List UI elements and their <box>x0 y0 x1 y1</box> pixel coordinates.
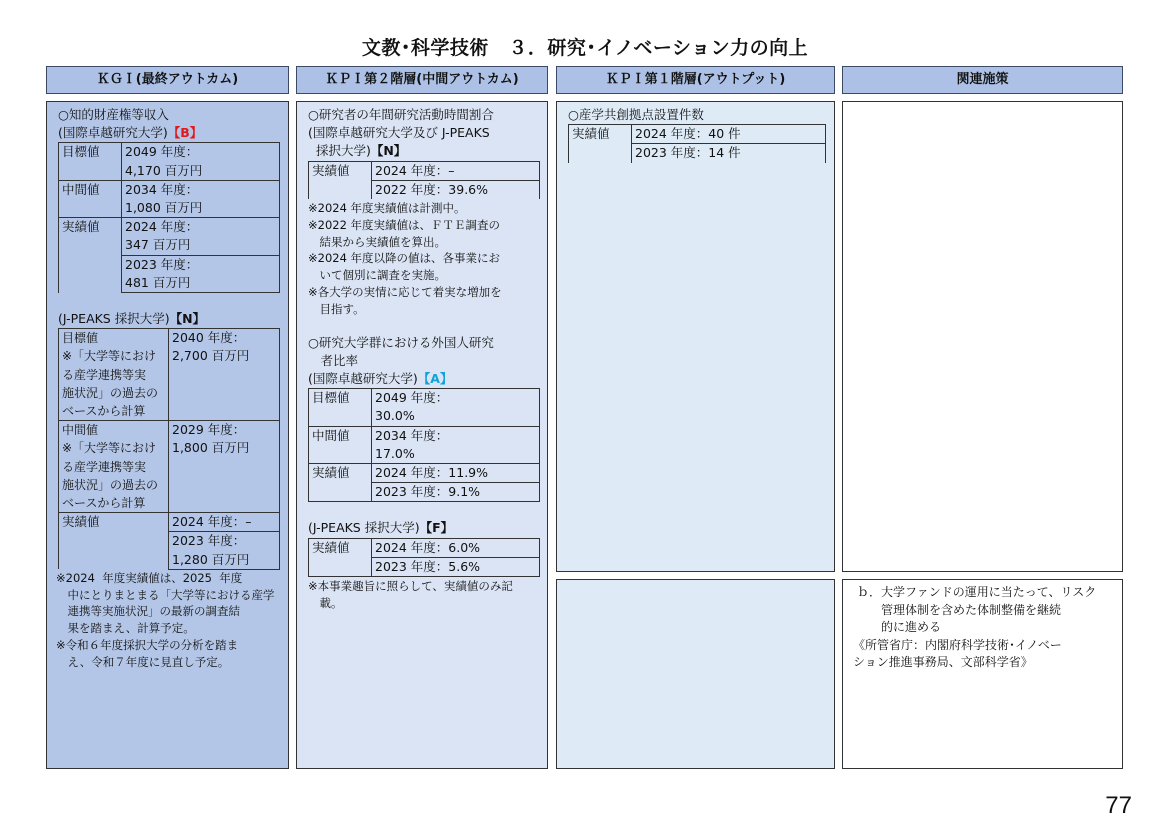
related-panel <box>842 101 1123 572</box>
kpi2-target-group-2: (国際卓越研究大学) <box>308 371 418 386</box>
tag-n: 【N】 <box>370 143 407 159</box>
actual-value-2022: 2022 年度：39.6% <box>372 180 540 199</box>
kpi1-table <box>568 124 826 162</box>
kpi1-heading: ○産学共創拠点設置件数 <box>568 107 704 122</box>
actual-value-2024: 2024 年度：– <box>169 513 280 532</box>
kpi2-target-group: 採択大学) <box>308 143 371 159</box>
kpi2-notes-2: ※本事業趣旨に照らして、実績値のみ記 載。 <box>308 579 513 610</box>
actual-label: 実績値 <box>309 464 372 483</box>
actual-value-2023: 2023 年度：9.1% <box>372 483 540 502</box>
kpi2-panel <box>296 101 548 769</box>
kpi2-heading-2: ○研究大学群における外国人研究 者比率 <box>308 334 494 368</box>
tag-f: 【F】 <box>419 520 454 536</box>
header-kpi1: ＫＰＩ第１階層(アウトプット) <box>556 66 835 94</box>
kpi2-target-group-3: (J-PEAKS 採択大学) <box>308 520 420 536</box>
kpi2-table-2 <box>308 388 540 502</box>
actual-value-2024: 2024 年度：40 件 <box>632 125 826 144</box>
kgi-subheading <box>58 124 288 142</box>
kpi2-subheading: (国際卓越研究大学及び J-PEAKS <box>308 125 490 141</box>
mid-value: 2034 年度： 17.0% <box>372 426 540 463</box>
kgi-table-1 <box>58 142 280 293</box>
mid-value: 2034 年度： 1,080 百万円 <box>122 180 280 217</box>
related-panel-lower <box>842 579 1123 769</box>
mid-label: 中間値 ※「大学等におけ る産学連携等実 施状況」の過去の ベースから計算 <box>59 421 169 513</box>
kpi2-subheading-2 <box>308 370 547 388</box>
actual-value-2023: 2023 年度：5.6% <box>372 557 540 576</box>
header-kgi: ＫＧＩ(最終アウトカム) <box>46 66 289 94</box>
kgi-subheading-2 <box>58 310 288 328</box>
kgi-table-2 <box>58 328 280 570</box>
tag-a: 【A】 <box>417 371 453 386</box>
kgi-note-2: ※令和６年度採択大学の分析を踏ま え、令和７年度に見直し予定。 <box>56 638 239 669</box>
mid-label: 中間値 <box>309 426 372 463</box>
actual-label: 実績値 <box>569 125 632 144</box>
kgi-panel <box>46 101 289 769</box>
kpi2-subheading-3 <box>308 519 547 537</box>
kpi2-subheading-cont <box>308 142 547 160</box>
mid-label: 中間値 <box>59 180 122 217</box>
actual-value-2024: 2024 年度：11.9% <box>372 464 540 483</box>
actual-value-2024: 2024 年度：6.0% <box>372 538 540 557</box>
actual-label-cont <box>309 180 372 199</box>
actual-label: 実績値 <box>309 538 372 557</box>
header-kpi2: ＫＰＩ第２階層(中間アウトカム) <box>296 66 548 94</box>
tag-b: 【B】 <box>167 125 203 141</box>
kpi1-panel-lower <box>556 579 835 769</box>
actual-label-cont <box>569 144 632 163</box>
page-title: 文教･科学技術 ３．研究･イノベーション力の向上 <box>361 37 809 59</box>
actual-label-cont <box>59 532 169 569</box>
actual-value-2024: 2024 年度： 347 百万円 <box>122 218 280 255</box>
kgi-target-group-2: (J-PEAKS 採択大学) <box>58 311 170 327</box>
tag-n: 【N】 <box>169 311 206 327</box>
kpi2-table-1 <box>308 161 540 199</box>
target-value: 2040 年度： 2,700 百万円 <box>169 329 280 421</box>
page-number: 77 <box>1105 792 1132 819</box>
kpi2-notes-1: ※2024 年度実績値は計測中。 ※2022 年度実績値は、ＦＴＥ調査の 結果から実績値を算出。 ※2024 年度以降の値は、各事業にお いて個別に調査を実施。 ※各大学の実情に応じて着実な増加を 目指す。 <box>308 201 502 316</box>
target-label: 目標値 ※「大学等におけ る産学連携等実 施状況」の過去の ベースから計算 <box>59 329 169 421</box>
actual-label: 実績値 <box>309 161 372 180</box>
kpi2-table-3 <box>308 538 540 577</box>
actual-value-2024: 2024 年度：– <box>372 161 540 180</box>
actual-label-cont <box>59 255 122 292</box>
kgi-heading: ○知的財産権等収入 <box>58 107 169 122</box>
actual-label-cont <box>309 557 372 576</box>
related-ministry: 《所管省庁：内閣府科学技術･イノベー ション推進事務局、文部科学省》 <box>853 637 1062 669</box>
mid-value: 2029 年度： 1,800 百万円 <box>169 421 280 513</box>
kgi-note-1: ※2024 年度実績値は、2025 年度 中にとりまとまる「大学等における産学 連携等実施状況」の最新の調査結 果を踏まえ、計算予定。 <box>56 570 275 636</box>
kgi-target-group: (国際卓越研究大学) <box>58 125 168 141</box>
related-item-b: ｂ．大学ファンドの運用に当たって、リスク 管理体制を含めた体制整備を継続 的に進める <box>857 585 1097 634</box>
kpi2-heading: ○研究者の年間研究活動時間割合 <box>308 107 494 122</box>
kpi1-panel <box>556 101 835 572</box>
actual-label-cont <box>309 483 372 502</box>
header-related: 関連施策 <box>842 66 1123 94</box>
actual-value-2023: 2023 年度：14 件 <box>632 144 826 163</box>
actual-label: 実績値 <box>59 218 122 255</box>
target-label: 目標値 <box>309 389 372 426</box>
actual-value-2023: 2023 年度： 481 百万円 <box>122 255 280 292</box>
target-value: 2049 年度： 30.0% <box>372 389 540 426</box>
actual-label: 実績値 <box>59 513 169 532</box>
actual-value-2023: 2023 年度： 1,280 百万円 <box>169 532 280 569</box>
target-label: 目標値 <box>59 143 122 180</box>
target-value: 2049 年度： 4,170 百万円 <box>122 143 280 180</box>
